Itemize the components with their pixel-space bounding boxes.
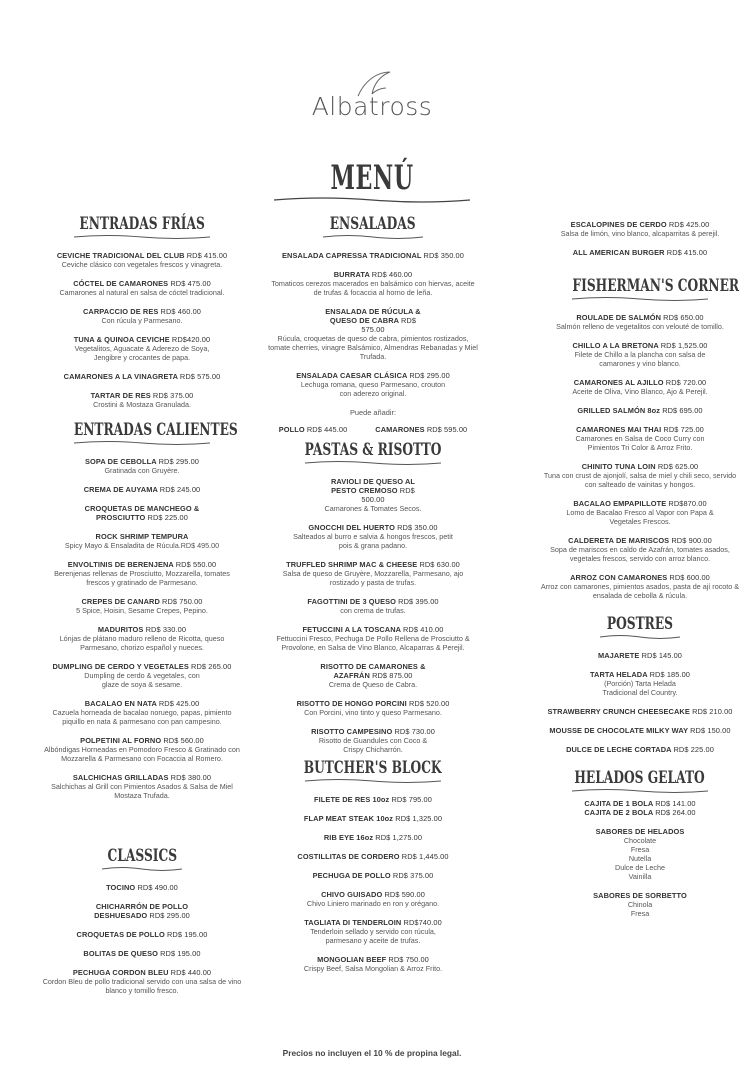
section-title: PASTAS & RISOTTO: [304, 440, 442, 460]
menu-item: STRAWBERRY CRUNCH CHEESECAKE RD$ 210.00: [547, 707, 733, 716]
menu-item: BURRATA RD$ 460.00 Tomaticos cerezos macerados en balsámico con hiervas, aceite de trufas & focaccia al horno de leña.: [271, 270, 475, 297]
menu-item: GRILLED SALMÓN 8oz RD$ 695.00: [577, 406, 703, 415]
menu-item: ENSALADA DE RÚCULA & QUESO DE CABRA RD$ 575.00 Rúcula, croquetas de queso de cabra, pimientos rostizados, tomate cherries, vinagre Balsámico, Almendras Rebanadas y Miel Trufada.: [268, 307, 478, 361]
menu-item: ENVOLTINIS DE BERENJENA RD$ 550.00 Berenjenas rellenas de Prosciutto, Mozzarella, tomates frescos y gratinado de Parmesano.: [54, 560, 230, 587]
section-title: ENTRADAS FRÍAS: [79, 214, 205, 234]
section-rule: [570, 633, 710, 641]
section-rule: [303, 459, 443, 467]
menu-item: FLAP MEAT STEAK 10oz RD$ 1,325.00: [303, 814, 443, 823]
menu-item: ALL AMERICAN BURGER RD$ 415.00: [572, 248, 708, 257]
section-helados-gelato: [540, 768, 740, 918]
menu-item: DULCE DE LECHE CORTADA RD$ 225.00: [566, 745, 714, 754]
menu-item: FILETE DE RES 10oz RD$ 795.00: [314, 795, 432, 804]
menu-item: TUNA & QUINOA CEVICHE RD$420.00 Vegetalitos, Aguacate & Aderezo de Soya, Jengibre y crocantes de papa.: [73, 335, 211, 362]
menu-item: ARROZ CON CAMARONES RD$ 600.00 Arroz con camarones, pimientos asados, pasta de ají rocoto & ensalada de cebolla & rúcula.: [540, 573, 740, 600]
section-rule: [570, 295, 710, 303]
menu-item: CÓCTEL DE CAMARONES RD$ 475.00 Camarones al natural en salsa de cóctel tradicional.: [59, 279, 225, 297]
menu-item: MOUSSE DE CHOCOLATE MILKY WAY RD$ 150.00: [549, 726, 731, 735]
menu-item: RISOTTO DE HONGO PORCINI RD$ 520.00 Con Porcini, vino tinto y queso Parmesano.: [296, 699, 450, 717]
menu-item: BOLITAS DE QUESO RD$ 195.00: [83, 949, 201, 958]
section-title: HELADOS GELATO: [574, 768, 706, 788]
menu-item: CAMARONES MAI THAI RD$ 725.00 Camarones en Salsa de Coco Curry con Pimientos Tri Color & Arroz Frito.: [575, 425, 705, 452]
addon-label: Puede añadir:: [349, 408, 397, 417]
sorbetto-list: SABORES DE SORBETTO Chinola Fresa: [593, 891, 687, 918]
menu-item: TARTA HELADA RD$ 185.00 (Porción) Tarta Helada Tradicional del Country.: [589, 670, 691, 697]
section-title: ENTRADAS CALIENTES: [73, 420, 238, 440]
menu-item: SALCHICHAS GRILLADAS RD$ 380.00 Salchichas al Grill con Pimientos Asados & Salsa de Miel Mostaza Trufada.: [51, 773, 233, 800]
section-rule: [72, 233, 212, 241]
section-title: ENSALADAS: [330, 214, 416, 234]
menu-item: RISOTTO DE CAMARONES & AZAFRÁN RD$ 875.00 Crema de Queso de Cabra.: [320, 662, 426, 689]
menu-item: FAGOTTINI DE 3 QUESO RD$ 395.00 con crema de trufas.: [307, 597, 439, 615]
section-title: CLASSICS: [107, 846, 177, 866]
menu-item: CROQUETAS DE MANCHEGO & PROSCIUTTO RD$ 225.00: [84, 504, 200, 522]
menu-item: PECHUGA DE POLLO RD$ 375.00: [312, 871, 434, 880]
section-classics: [42, 846, 242, 995]
menu-item: RAVIOLI DE QUESO AL PESTO CREMOSO RD$ 500.00 Camarones & Tomates Secos.: [324, 477, 422, 513]
menu-item: TOCINO RD$ 490.00: [106, 883, 178, 892]
menu-item: BACALAO EN NATA RD$ 425.00 Cazuela horneada de bacalao noruego, papas, pimiento piquillo en nata & parmesano con pan campesino.: [52, 699, 232, 726]
menu-item: ESCALOPINES DE CERDO RD$ 425.00 Salsa de limón, vino blanco, alcaparritas & perejil.: [560, 220, 720, 238]
menu-item: RIB EYE 16oz RD$ 1,275.00: [323, 833, 423, 842]
menu-item: CROQUETAS DE POLLO RD$ 195.00: [76, 930, 208, 939]
addon-item: CAMARONES RD$ 595.00: [375, 425, 468, 434]
section-fishermans-corner: [540, 276, 740, 600]
menu-item: CALDERETA DE MARISCOS RD$ 900.00 Sopa de mariscos en caldo de Azafrán, tomates asados, vegetales frescos, servido con arroz blanco.: [550, 536, 730, 563]
section-entradas-frias: [42, 214, 242, 409]
menu-title: [0, 158, 744, 206]
menu-item: BACALAO EMPAPILLOTE RD$870.00 Lomo de Bacalao Fresco al Vapor con Papa & Vegetales Frescos.: [566, 499, 714, 526]
menu-item: ENSALADA CAESAR CLÁSICA RD$ 295.00 Lechuga romana, queso Parmesano, crouton con aderezo original.: [296, 371, 450, 398]
menu-item: DUMPLING DE CERDO Y VEGETALES RD$ 265.00 Dumpling de cerdo & vegetales, con glaze de soya & sesame.: [52, 662, 232, 689]
menu-item: COSTILLITAS DE CORDERO RD$ 1,445.00: [297, 852, 449, 861]
section-rule: [303, 233, 443, 241]
menu-item: ROULADE DE SALMÓN RD$ 650.00 Salmón relleno de vegetalitos con velouté de tomillo.: [556, 313, 724, 331]
brand-logo: [0, 66, 744, 121]
menu-item: SOPA DE CEBOLLA RD$ 295.00 Gratinada con Gruyère.: [84, 457, 200, 475]
menu-item: GNOCCHI DEL HUERTO RD$ 350.00 Salteados al burro e salvia & hongos frescos, petit pois & grana padano.: [293, 523, 453, 550]
section-extra-mains: [540, 216, 740, 257]
menu-item: PECHUGA CORDON BLEU RD$ 440.00 Cordon Bleu de pollo tradicional servido con una salsa de vino blanco y tomillo fresco.: [42, 968, 242, 995]
section-pastas-risotto: [268, 440, 478, 754]
menu-item: MADURITOS RD$ 330.00 Lónjas de plátano maduro relleno de Ricotta, queso Parmesano, chorizo español y nueces.: [59, 625, 225, 652]
section-rule: [72, 439, 212, 447]
flavor-list: SABORES DE HELADOS Chocolate Fresa Nutella Dulce de Leche Vainilla: [595, 827, 685, 881]
menu-item: TAGLIATA DI TENDERLOIN RD$740.00 Tenderloin sellado y servido con rúcula, parmesano y aceite de trufas.: [304, 918, 442, 945]
menu-item: TRUFFLED SHRIMP MAC & CHEESE RD$ 630.00 Salsa de queso de Gruyère, Mozzarella, Parmesano, ajo rostizado y pasta de trufas.: [282, 560, 464, 587]
section-title: BUTCHER'S BLOCK: [304, 758, 442, 778]
brand-name: Albatross: [311, 92, 433, 121]
menu-item: CREPES DE CANARD RD$ 750.00 5 Spice, Hoisin, Sesame Crepes, Pepino.: [76, 597, 208, 615]
section-butchers-block: [268, 758, 478, 973]
menu-item: CHIVO GUISADO RD$ 590.00 Chivo Liniero marinado en ron y orégano.: [306, 890, 440, 908]
section-title: FISHERMAN'S CORNER: [572, 276, 740, 296]
menu-item: FETUCCINI A LA TOSCANA RD$ 410.00 Fettuccini Fresco, Pechuga De Pollo Rellena de Prosciutto & Provolone, en Salsa de Vino Blanco, Alcaparras & Perejil.: [276, 625, 470, 652]
section-entradas-calientes: [42, 420, 242, 800]
menu-item: MONGOLIAN BEEF RD$ 750.00 Crispy Beef, Salsa Mongolian & Arroz Frito.: [303, 955, 443, 973]
section-title: POSTRES: [606, 614, 674, 634]
menu-item: CHICHARRÓN DE POLLO DESHUESADO RD$ 295.00: [94, 902, 190, 920]
menu-item: CHILLO A LA BRETONA RD$ 1,525.00 Filete de Chillo a la plancha con salsa de camarones y vino blanco.: [572, 341, 708, 368]
addon-item: POLLO RD$ 445.00: [278, 425, 348, 434]
menu-item: ENSALADA CAPRESSA TRADICIONAL RD$ 350.00: [282, 251, 464, 260]
section-postres: [540, 614, 740, 754]
menu-item: CAJITA DE 1 BOLA RD$ 141.00 CAJITA DE 2 BOLA RD$ 264.00: [584, 799, 696, 817]
menu-item: CARPACCIO DE RES RD$ 460.00 Con rúcula y Parmesano.: [83, 307, 201, 325]
menu-item: TARTAR DE RES RD$ 375.00 Crostini & Mostaza Granulada.: [90, 391, 194, 409]
menu-title-text: MENÚ: [330, 158, 414, 198]
menu-item: CEVICHE TRADICIONAL DEL CLUB RD$ 415.00 Ceviche clásico con vegetales frescos y vinagreta.: [56, 251, 228, 269]
section-rule: [570, 787, 710, 795]
menu-item: CAMARONES AL AJILLO RD$ 720.00 Aceite de Oliva, Vino Blanco, Ajo & Perejil.: [572, 378, 708, 396]
section-rule: [72, 865, 212, 873]
footer-note: Precios no incluyen el 10 % de propina legal.: [282, 1048, 462, 1058]
menu-item: RISOTTO CAMPESINO RD$ 730.00 Risotto de Guandules con Coco & Crispy Chicharrón.: [311, 727, 435, 754]
menu-item: CREMA DE AUYAMA RD$ 245.00: [83, 485, 201, 494]
menu-item: CHINITO TUNA LOIN RD$ 625.00 Tuna con crust de ajonjolí, salsa de miel y chili seco, servido con salteado de vainitas y hongos.: [543, 462, 737, 489]
section-ensaladas: [268, 214, 478, 434]
menu-item: MAJARETE RD$ 145.00: [597, 651, 683, 660]
menu-item: POLPETINI AL FORNO RD$ 560.00 Albóndigas Horneadas en Pomodoro Fresco & Gratinado con Mozzarella & Parmesano con Focaccia al Romero.: [44, 736, 240, 763]
section-rule: [303, 777, 443, 785]
addon-row: [268, 425, 478, 434]
menu-item: CAMARONES A LA VINAGRETA RD$ 575.00: [63, 372, 221, 381]
menu-item: ROCK SHRIMP TEMPURA Spicy Mayo & Ensaladita de Rúcula.RD$ 495.00: [64, 532, 220, 550]
